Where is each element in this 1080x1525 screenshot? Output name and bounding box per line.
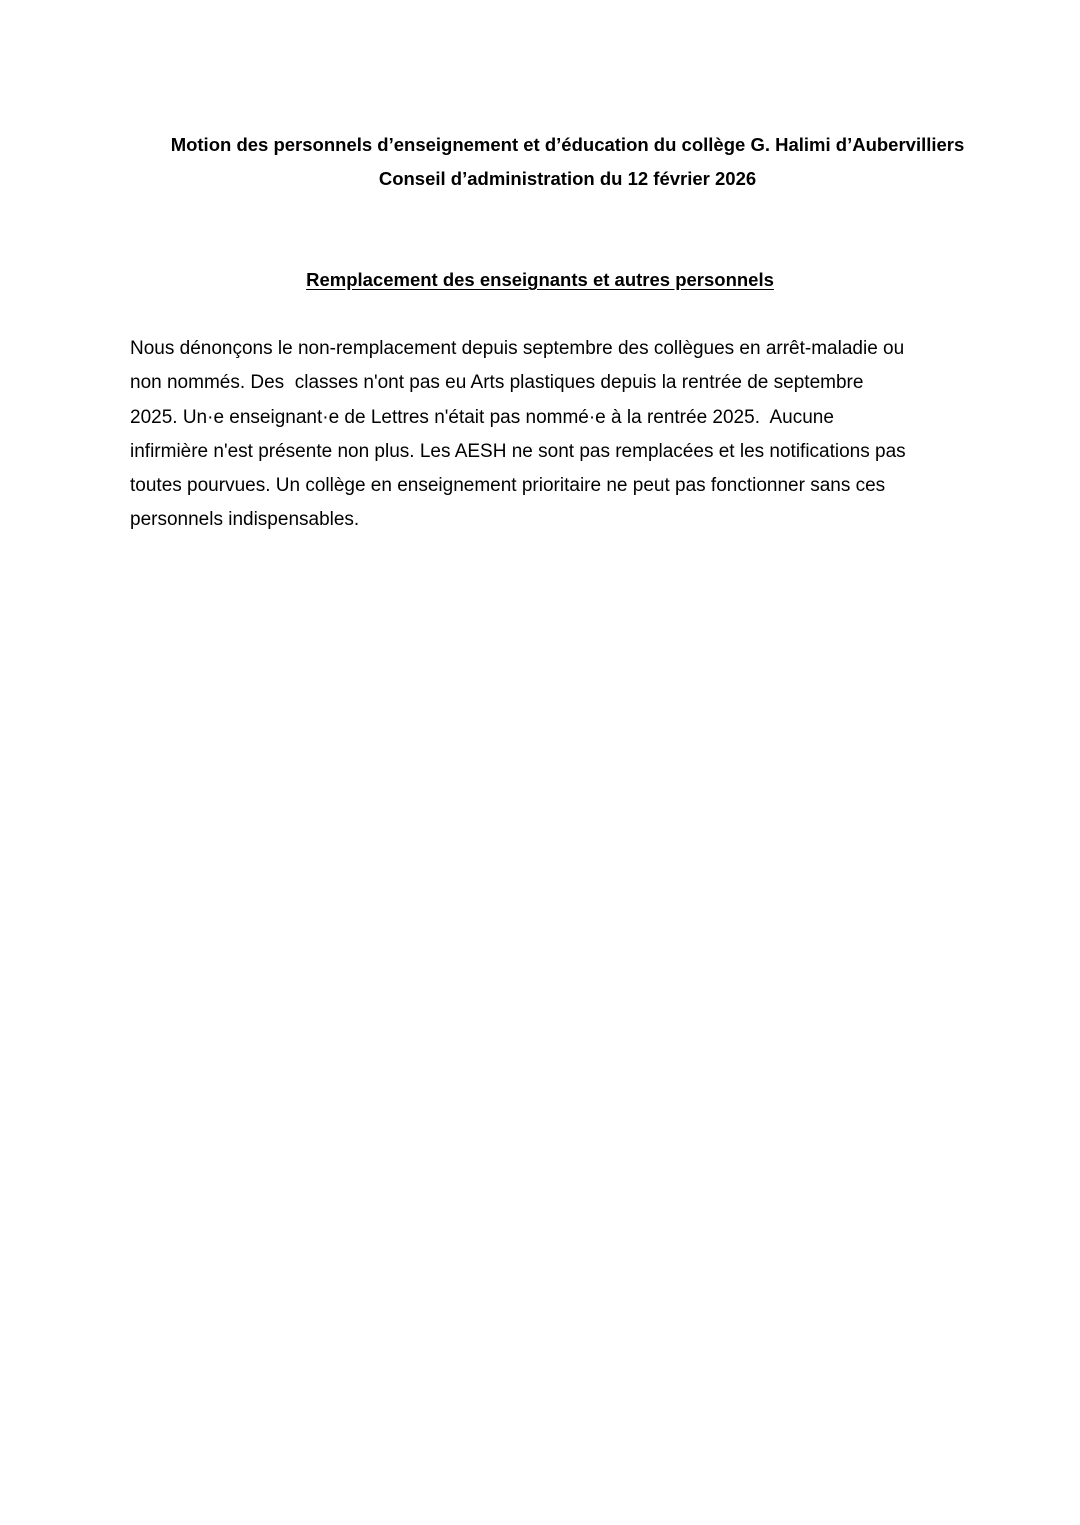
paragraph-line: toutes pourvues. Un collège en enseignement prioritaire ne peut pas fonctionner sans ces: [130, 475, 886, 497]
header-council-date: Conseil d’administration du 12 février 2026: [378, 168, 757, 189]
header-motion-title: Motion des personnels d’enseignement et d’éducation du collège G. Halimi d’Aubervilliers: [170, 134, 965, 155]
paragraph-line: 2025. Un·e enseignant·e de Lettres n'était pas nommé·e à la rentrée 2025. Aucune: [130, 406, 834, 428]
section-title: [130, 266, 950, 294]
paragraph-line: personnels indispensables.: [130, 509, 360, 531]
paragraph-line: non nommés. Des classes n'ont pas eu Arts plastiques depuis la rentrée de septembre: [130, 372, 864, 394]
paragraph-line: Nous dénonçons le non-remplacement depuis septembre des collègues en arrêt-maladie ou: [130, 338, 905, 359]
section-title-text: Remplacement des enseignants et autres personnels: [306, 269, 774, 290]
document-header: [100, 128, 1035, 196]
body-paragraph: [130, 332, 960, 538]
paragraph-line: infirmière n'est présente non plus. Les AESH ne sont pas remplacées et les notifications pas: [130, 440, 906, 462]
